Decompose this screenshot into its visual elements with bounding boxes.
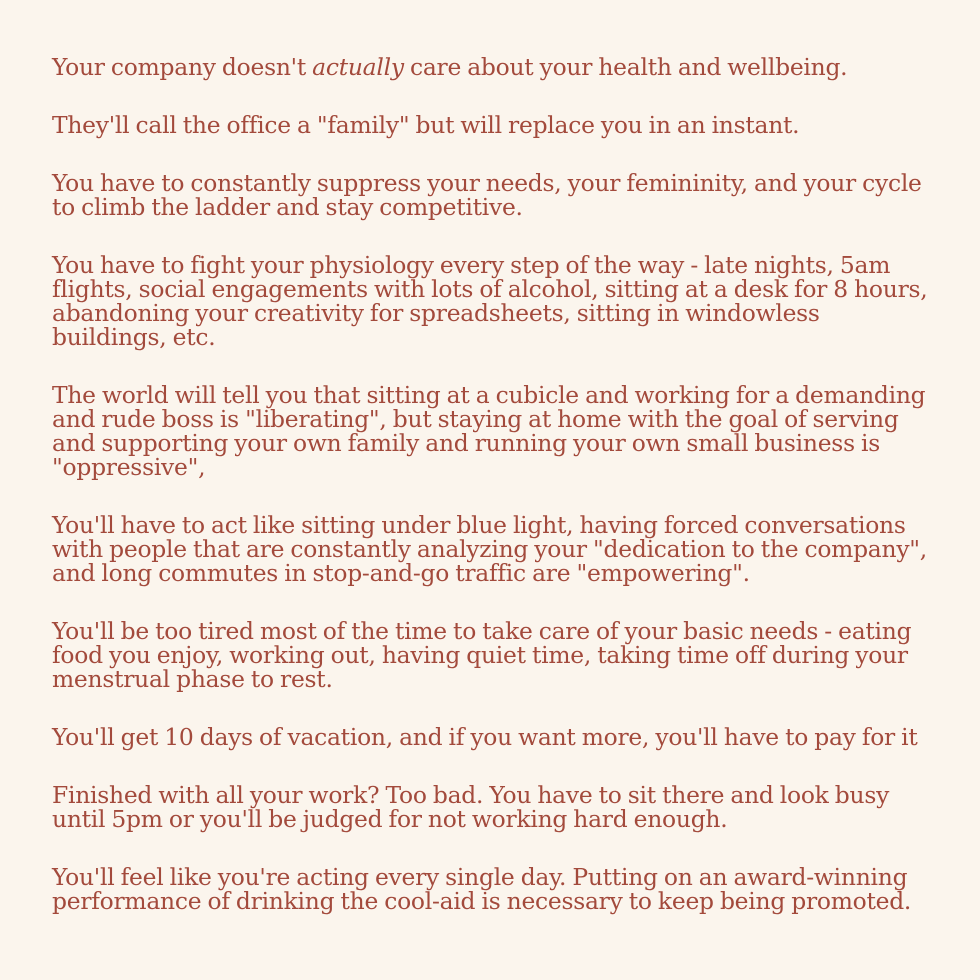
- emphasis-actually: actually: [312, 53, 404, 81]
- paragraph-company-care-end: care about your health and wellbeing.: [403, 53, 848, 81]
- paragraph-acting-every-day: You'll feel like you're acting every single day. Putting on an award-winning performance of drinking the cool-aid is necessary to keep being promoted.: [52, 863, 912, 915]
- paragraph-vacation: You'll get 10 days of vacation, and if you want more, you'll have to pay for it: [52, 723, 918, 751]
- paragraph-company-care: [52, 55, 940, 79]
- paragraph-world-tells: The world will tell you that sitting at a cubicle and working for a demanding and rude boss is "liberating", but staying at home with the goal of serving and supporting your own family and running your own small business is "oppressive",: [52, 381, 926, 481]
- paragraph-too-tired: You'll be too tired most of the time to take care of your basic needs - eating food you enjoy, working out, having quiet time, taking time off during your menstrual phase to rest.: [52, 617, 912, 693]
- paragraph-blue-light: You'll have to act like sitting under blue light, having forced conversations with people that are constantly analyzing your "dedication to the company", and long commutes in stop-and-go traffic are "empowering".: [52, 511, 927, 587]
- paragraph-company-care-start: Your company doesn't: [52, 53, 313, 81]
- paragraph-suppress-needs: You have to constantly suppress your needs, your femininity, and your cycle to climb the ladder and stay competitive.: [52, 169, 922, 221]
- paragraph-office-family: They'll call the office a "family" but will replace you in an instant.: [52, 111, 800, 139]
- paragraph-look-busy: Finished with all your work? Too bad. You have to sit there and look busy until 5pm or you'll be judged for not working hard enough.: [52, 781, 890, 833]
- paragraph-fight-physiology: You have to fight your physiology every step of the way - late nights, 5am flights, social engagements with lots of alcohol, sitting at a desk for 8 hours, abandoning your creativity for spreadsheets, sitting in windowless buildings, etc.: [52, 251, 928, 351]
